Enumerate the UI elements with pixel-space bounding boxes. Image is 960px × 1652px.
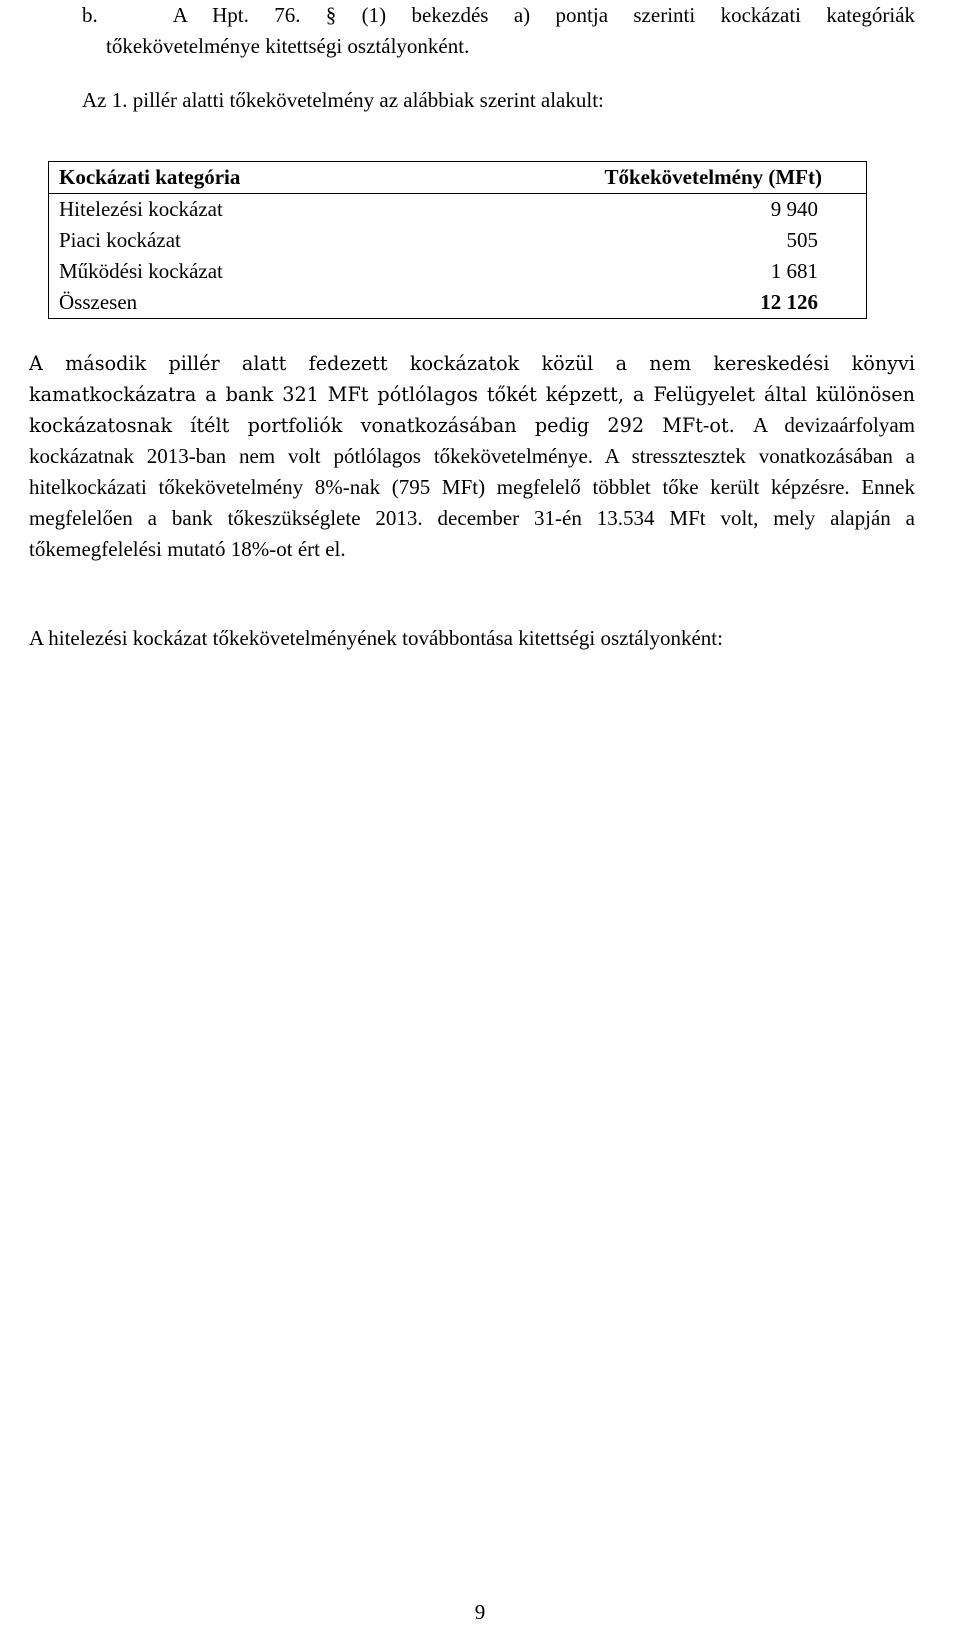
- row-value: 505: [458, 225, 867, 256]
- table-row: [49, 194, 867, 226]
- section-item-heading: [82, 1, 915, 30]
- section-item-marker: b.: [82, 3, 98, 27]
- header-requirement: Tőkekövetelmény (MFt): [458, 162, 867, 194]
- pillar2-text-part2: A devizaárfolyam kockázatnak 2013-ban nem volt pótlólagos tőkekövetelménye. A stressztesztek vonatkozásában a hitelkockázati tőkekövetelmény 8%-nak (795 MFt) megfelelő többlet tőke került képzésre. Ennek megfelelően a bank tőkeszükséglete 2013. december 31-én 13.534 MFt volt, mely alapján a tőkemegfelelési mutató 18%-ot ért el.: [29, 413, 915, 561]
- header-category: Kockázati kategória: [49, 162, 458, 194]
- table-row: [49, 225, 867, 256]
- row-category: Hitelezési kockázat: [49, 194, 458, 226]
- intro-text: Az 1. pillér alatti tőkekövetelmény az alábbiak szerint alakult:: [82, 88, 604, 112]
- row-value: 1 681: [458, 256, 867, 287]
- total-label: Összesen: [49, 287, 458, 319]
- table-total-row: [49, 287, 867, 319]
- section-item-line2: tőkekövetelménye kitettségi osztályonként.: [106, 34, 470, 58]
- section-item-line1: A Hpt. 76. § (1) bekezdés a) pontja szerinti kockázati kategóriák: [172, 3, 916, 27]
- closing-text: A hitelezési kockázat tőkekövetelményének továbbontása kitettségi osztályonként:: [29, 626, 723, 650]
- row-category: Működési kockázat: [49, 256, 458, 287]
- capital-requirement-table: [48, 161, 867, 319]
- page-number: 9: [474, 1600, 486, 1624]
- table-row: [49, 256, 867, 287]
- total-value: 12 126: [458, 287, 867, 319]
- row-value: 9 940: [458, 194, 867, 226]
- pillar2-paragraph: [29, 348, 915, 565]
- pillar2-text-part1: A második pillér alatt fedezett kockázatok közül a nem kereskedési könyvi kamatkockázatra a bank 321 MFt pótlólagos tőkét képzett, a Felügyelet által különösen kockázatosnak ítélt portfoliók vonatkozásában pedig 292 MFt-ot.: [29, 352, 915, 437]
- table-header-row: [49, 162, 867, 194]
- row-category: Piaci kockázat: [49, 225, 458, 256]
